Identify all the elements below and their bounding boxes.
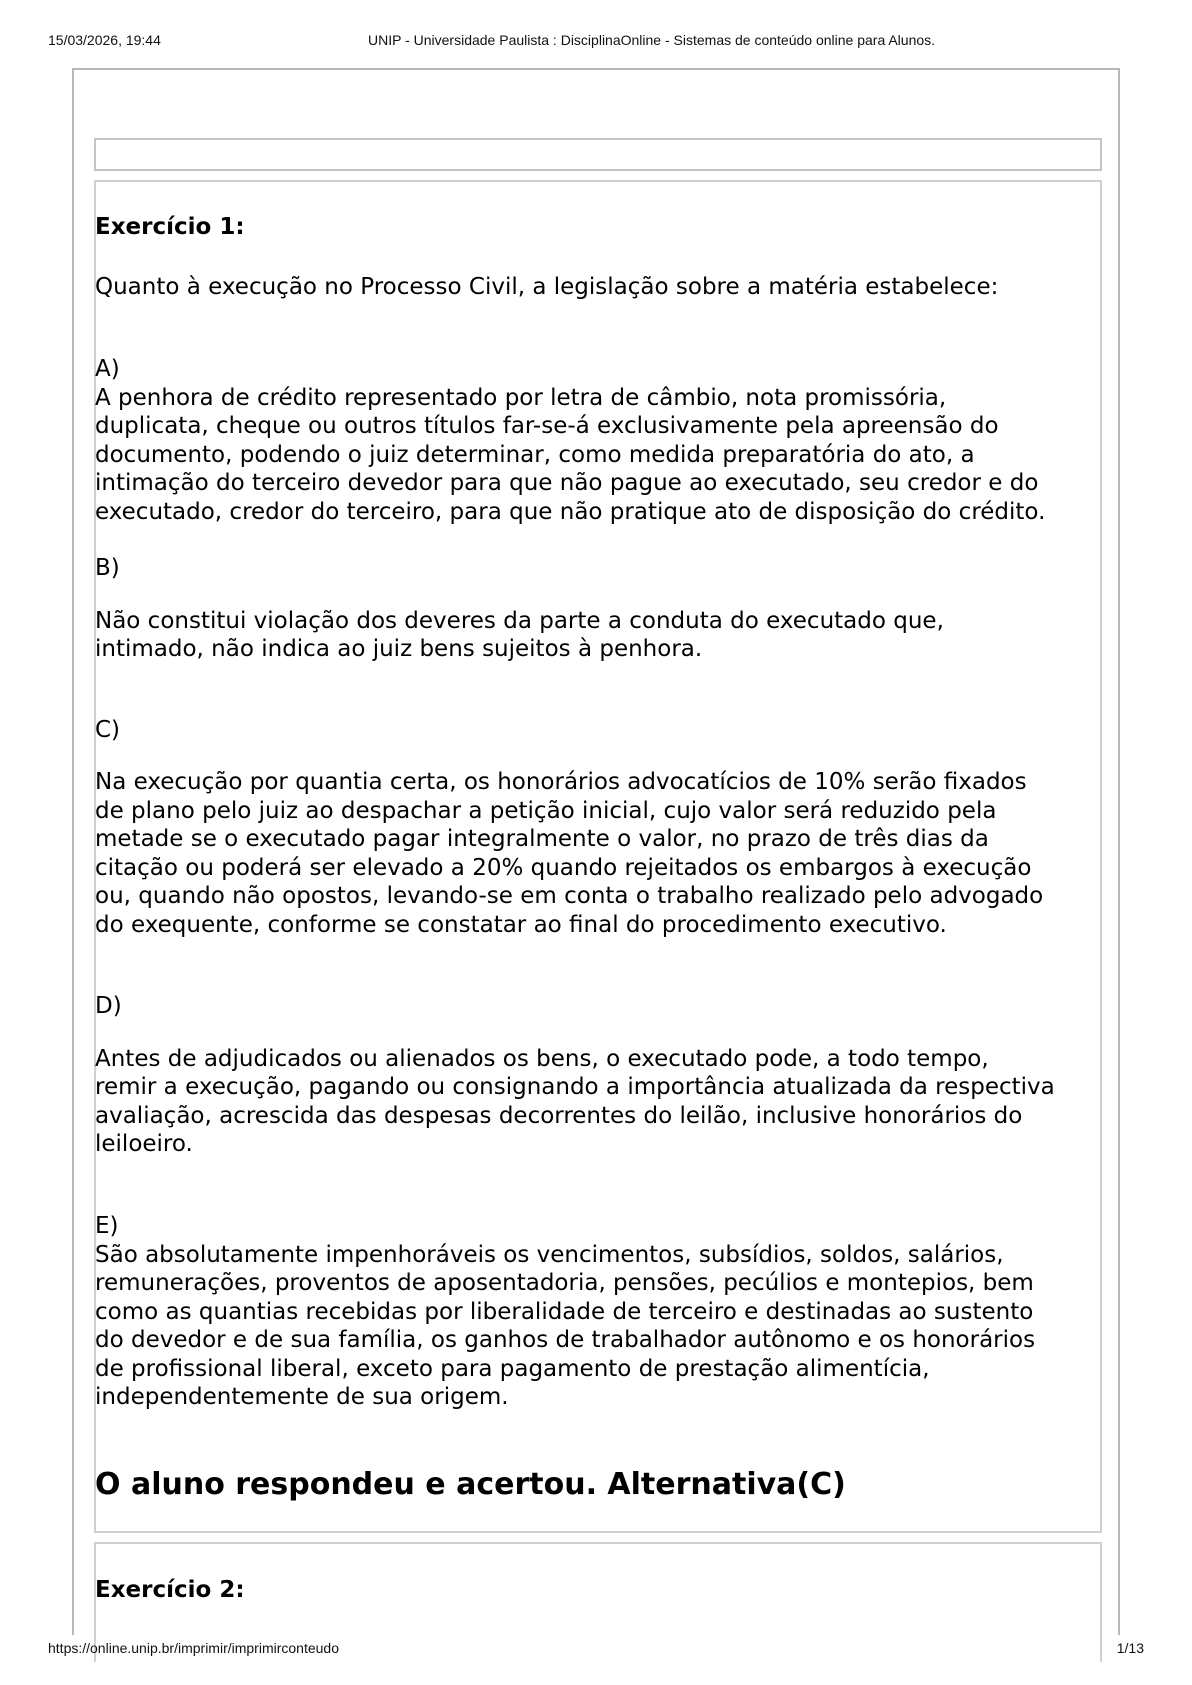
exercise-2-title: Exercício 2: (95, 1577, 245, 1603)
print-page-title: UNIP - Universidade Paulista : DisciplinaOnline - Sistemas de conteúdo online para Alunos. (368, 32, 936, 48)
option-c-line: citação ou poderá ser elevado a 20% quando rejeitados os embargos à execução (95, 855, 1032, 881)
empty-header-box (94, 138, 1102, 171)
option-b-line: intimado, não indica ao juiz bens sujeitos à penhora. (95, 636, 703, 662)
option-e-line: remunerações, proventos de aposentadoria, pensões, pecúlios e montepios, bem (95, 1270, 1034, 1296)
option-d-label: D) (95, 993, 122, 1019)
exercise-1-title: Exercício 1: (95, 214, 245, 240)
answer-result: O aluno respondeu e acertou. Alternativa(C) (95, 1467, 846, 1502)
option-d-line: leiloeiro. (95, 1131, 193, 1157)
option-a-line: documento, podendo o juiz determinar, como medida preparatória do ato, a (95, 442, 975, 468)
option-a-line: intimação do terceiro devedor para que não pague ao executado, seu credor e do (95, 470, 1039, 496)
option-c-line: ou, quando não opostos, levando-se em conta o trabalho realizado pelo advogado (95, 883, 1044, 909)
exercise-1-question: Quanto à execução no Processo Civil, a legislação sobre a matéria estabelece: (95, 274, 999, 300)
option-e-line: como as quantias recebidas por liberalidade de terceiro e destinadas ao sustento (95, 1299, 1034, 1325)
option-c-line: metade se o executado pagar integralmente o valor, no prazo de três dias da (95, 826, 989, 852)
option-a-line: A penhora de crédito representado por letra de câmbio, nota promissória, (95, 385, 947, 411)
print-footer (48, 1640, 1144, 1660)
print-url: https://online.unip.br/imprimir/imprimirconteudo (48, 1640, 339, 1656)
option-e-line: São absolutamente impenhoráveis os vencimentos, subsídios, soldos, salários, (95, 1242, 1004, 1268)
option-e-line: independentemente de sua origem. (95, 1384, 509, 1410)
option-a-label: A) (95, 356, 120, 382)
option-b-line: Não constitui violação dos deveres da parte a conduta do executado que, (95, 608, 944, 634)
option-e-line: do devedor e de sua família, os ganhos de trabalhador autônomo e os honorários (95, 1327, 1036, 1353)
option-d-line: remir a execução, pagando ou consignando a importância atualizada da respectiva (95, 1074, 1055, 1100)
option-c-line: do exequente, conforme se constatar ao final do procedimento executivo. (95, 912, 947, 938)
option-c-line: Na execução por quantia certa, os honorários advocatícios de 10% serão fixados (95, 769, 1027, 795)
option-a-line: duplicata, cheque ou outros títulos far-se-á exclusivamente pela apreensão do (95, 413, 999, 439)
option-d-line: avaliação, acrescida das despesas decorrentes do leilão, inclusive honorários do (95, 1103, 1023, 1129)
option-c-label: C) (95, 717, 121, 743)
option-e-line: de profissional liberal, exceto para pagamento de prestação alimentícia, (95, 1356, 930, 1382)
print-datetime: 15/03/2026, 19:44 (48, 32, 161, 48)
page-number: 1/13 (1116, 1640, 1144, 1656)
option-d-line: Antes de adjudicados ou alienados os bens, o executado pode, a todo tempo, (95, 1046, 989, 1072)
option-b-label: B) (95, 555, 120, 581)
print-header (48, 32, 1144, 52)
option-a-line: executado, credor do terceiro, para que não pratique ato de disposição do crédito. (95, 499, 1046, 525)
option-c-line: de plano pelo juiz ao despachar a petição inicial, cujo valor será reduzido pela (95, 798, 997, 824)
option-e-label: E) (95, 1213, 119, 1239)
